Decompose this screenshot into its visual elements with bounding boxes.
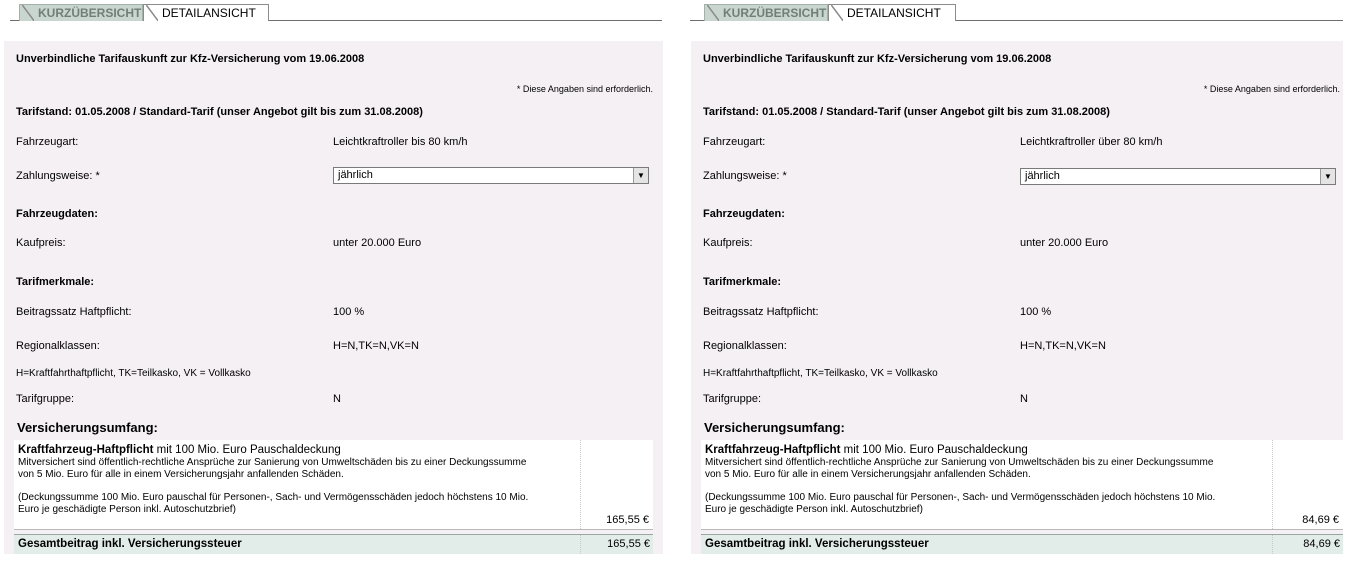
purchase-price-label: Kaufpreis: [703, 237, 753, 249]
total-row [701, 534, 1343, 554]
vehicle-type-value: Leichtkraftroller über 80 km/h [1020, 136, 1163, 148]
tab-slant-icon [22, 5, 34, 21]
tariff-group-value: N [1020, 393, 1028, 405]
coverage-liability-row [14, 440, 653, 530]
payment-select-value: jährlich [1025, 170, 1060, 182]
liability-description [18, 444, 528, 517]
tab-detail-label: DETAILANSICHT [847, 6, 941, 20]
payment-label: Zahlungsweise: * [703, 170, 787, 182]
total-price: 165,55 € [607, 538, 650, 550]
liability-title: Kraftfahrzeug-Haftpflicht [18, 444, 154, 456]
purchase-price-value: unter 20.000 Euro [1020, 237, 1109, 249]
tab-slant-icon [146, 5, 158, 21]
tariff-group-label: Tarifgruppe: [703, 393, 762, 405]
liability-rate-value: 100 % [333, 306, 365, 318]
liability-rate-label: Beitragssatz Haftpflicht: [703, 306, 819, 318]
liability-rate-value: 100 % [1020, 306, 1052, 318]
payment-select[interactable] [1020, 168, 1336, 185]
total-price: 84,69 € [1303, 538, 1340, 550]
tab-detail-label: DETAILANSICHT [162, 6, 256, 20]
liability-description [705, 444, 1215, 517]
total-label: Gesamtbeitrag inkl. Versicherungssteuer [18, 538, 242, 550]
page-heading: Unverbindliche Tarifauskunft zur Kfz-Versicherung vom 19.06.2008 [16, 53, 365, 65]
liability-line: (Deckungssumme 100 Mio. Euro pauschal für Personen-, Sach- und Vermögensschäden jedoch höchstens 10 Mio. [18, 491, 529, 503]
purchase-price-label: Kaufpreis: [16, 237, 66, 249]
regional-legend: H=Kraftfahrthaftpflicht, TK=Teilkasko, VK = Vollkasko [703, 368, 938, 379]
tariff-features-heading: Tarifmerkmale: [703, 276, 782, 288]
liability-line: Euro je geschädigte Person inkl. Autoschutzbrief) [705, 504, 923, 515]
liability-price: 165,55 € [606, 514, 649, 526]
regional-classes-label: Regionalklassen: [16, 340, 100, 352]
liability-title: Kraftfahrzeug-Haftpflicht [705, 444, 841, 456]
liability-price-cell [1272, 440, 1343, 529]
tab-slant-icon [707, 5, 719, 21]
liability-price: 84,69 € [1302, 514, 1339, 526]
tab-underline [956, 20, 1343, 21]
tab-underline [690, 20, 704, 21]
total-row [14, 534, 653, 554]
vehicle-type-label: Fahrzeugart: [703, 136, 766, 148]
regional-classes-label: Regionalklassen: [703, 340, 787, 352]
chevron-down-icon[interactable]: ▼ [633, 168, 648, 183]
tariff-status: Tarifstand: 01.05.2008 / Standard-Tarif (unser Angebot gilt bis zum 31.08.2008) [703, 106, 1110, 118]
liability-rate-label: Beitragssatz Haftpflicht: [16, 306, 132, 318]
payment-select-value: jährlich [338, 169, 373, 181]
regional-classes-value: H=N,TK=N,VK=N [333, 340, 419, 352]
liability-line: von 5 Mio. Euro für alle in einem Versicherungsjahr anfallenden Schäden. [18, 469, 344, 480]
regional-legend: H=Kraftfahrthaftpflicht, TK=Teilkasko, VK = Vollkasko [16, 368, 251, 379]
liability-price-cell [580, 440, 653, 529]
tariff-features-heading: Tarifmerkmale: [16, 276, 95, 288]
total-price-cell [1272, 535, 1344, 554]
tab-overview-label: KURZÜBERSICHT [723, 6, 827, 20]
coverage-heading: Versicherungsumfang: [17, 420, 158, 435]
liability-line: Mitversichert sind öffentlich-rechtliche Ansprüche zur Sanierung von Umweltschäden bis zu einer Deckungssumme [705, 456, 1214, 468]
liability-title-rest: mit 100 Mio. Euro Pauschaldeckung [840, 444, 1028, 456]
tariff-status: Tarifstand: 01.05.2008 / Standard-Tarif (unser Angebot gilt bis zum 31.08.2008) [16, 106, 423, 118]
tariff-details [691, 41, 1343, 554]
tab-detail[interactable] [143, 4, 269, 21]
tariff-group-label: Tarifgruppe: [16, 393, 75, 405]
liability-line: (Deckungssumme 100 Mio. Euro pauschal für Personen-, Sach- und Vermögensschäden jedoch höchstens 10 Mio. [705, 491, 1216, 503]
liability-title-rest: mit 100 Mio. Euro Pauschaldeckung [153, 444, 341, 456]
vehicle-data-heading: Fahrzeugdaten: [16, 208, 98, 220]
total-price-cell [580, 535, 654, 554]
payment-select[interactable] [333, 167, 649, 184]
tab-underline [269, 20, 662, 21]
tariff-group-value: N [333, 393, 341, 405]
required-note: * Diese Angaben sind erforderlich. [1203, 84, 1340, 94]
vehicle-type-value: Leichtkraftroller bis 80 km/h [333, 136, 468, 148]
tab-underline [10, 20, 19, 21]
coverage-liability-row [701, 440, 1343, 530]
coverage-heading: Versicherungsumfang: [704, 420, 845, 435]
page-heading: Unverbindliche Tarifauskunft zur Kfz-Versicherung vom 19.06.2008 [703, 53, 1052, 65]
tariff-details [4, 41, 663, 554]
payment-label: Zahlungsweise: * [16, 170, 100, 182]
tab-detail[interactable] [828, 4, 956, 21]
chevron-down-icon[interactable]: ▼ [1320, 169, 1335, 184]
vehicle-type-label: Fahrzeugart: [16, 136, 79, 148]
liability-line: Euro je geschädigte Person inkl. Autoschutzbrief) [18, 504, 236, 515]
regional-classes-value: H=N,TK=N,VK=N [1020, 340, 1106, 352]
total-label: Gesamtbeitrag inkl. Versicherungssteuer [705, 538, 929, 550]
tab-overview[interactable] [19, 4, 143, 21]
tab-slant-icon [831, 5, 843, 21]
required-note: * Diese Angaben sind erforderlich. [516, 84, 653, 94]
tab-overview-label: KURZÜBERSICHT [38, 6, 142, 20]
vehicle-data-heading: Fahrzeugdaten: [703, 208, 785, 220]
liability-line: von 5 Mio. Euro für alle in einem Versicherungsjahr anfallenden Schäden. [705, 469, 1031, 480]
liability-line: Mitversichert sind öffentlich-rechtliche Ansprüche zur Sanierung von Umweltschäden bis zu einer Deckungssumme [18, 456, 527, 468]
tab-overview[interactable] [704, 4, 828, 21]
purchase-price-value: unter 20.000 Euro [333, 237, 422, 249]
